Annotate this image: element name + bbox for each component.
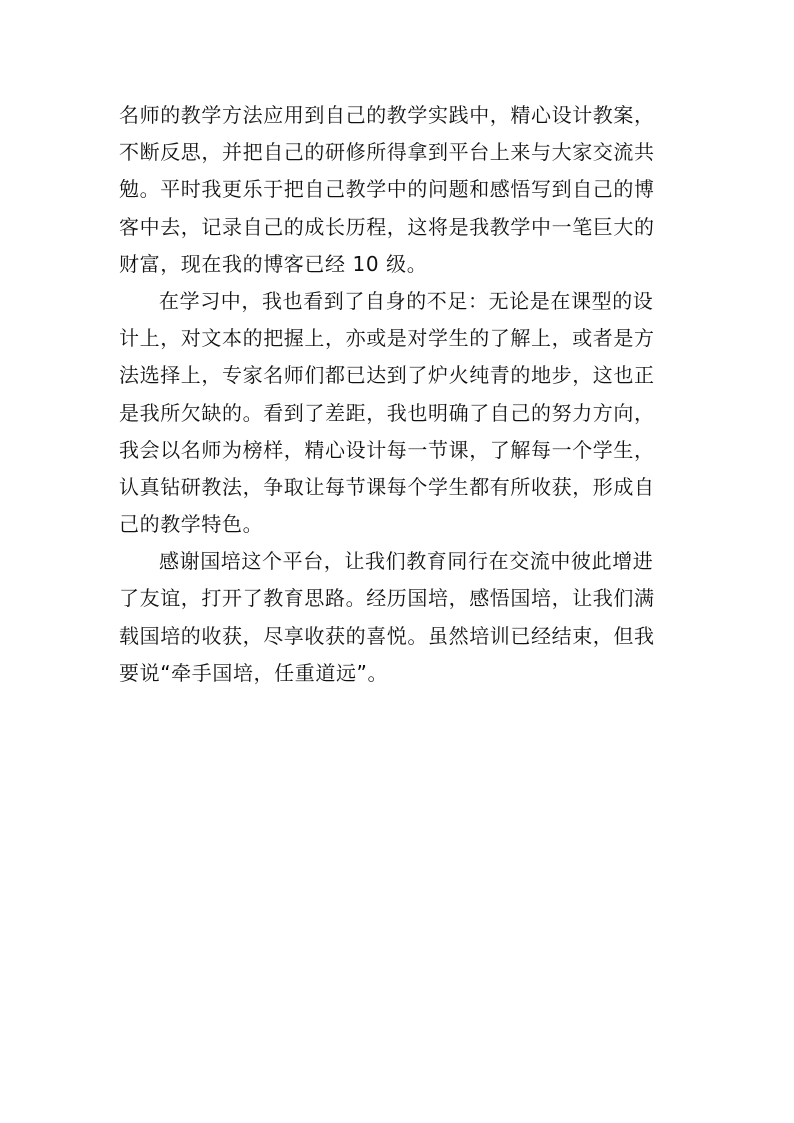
paragraph-3 <box>119 543 699 692</box>
text-line: 我会以名师为榜样，精心设计每一节课，了解每一个学生， <box>119 437 655 462</box>
text-line: 了友谊，打开了教育思路。经历国培，感悟国培，让我们满 <box>119 586 655 611</box>
document-body <box>119 97 699 692</box>
text-line: 认真钻研教法，争取让每节课每个学生都有所收获，形成自 <box>119 474 655 499</box>
paragraph-2 <box>119 283 699 543</box>
text-line: 载国培的收获，尽享收获的喜悦。虽然培训已经结束，但我 <box>119 623 655 648</box>
text-line: 法选择上，专家名师们都已达到了炉火纯青的地步，这也正 <box>119 363 655 388</box>
text-line: 客中去，记录自己的成长历程，这将是我教学中一笔巨大的 <box>119 214 655 239</box>
text-line: 要说“牵手国培，任重道远”。 <box>119 660 389 685</box>
text-line: 名师的教学方法应用到自己的教学实践中，精心设计教案， <box>119 103 655 127</box>
text-line: 是我所欠缺的。看到了差距，我也明确了自己的努力方向， <box>119 400 655 425</box>
text-line: 计上，对文本的把握上，亦或是对学生的了解上，或者是方 <box>119 326 655 351</box>
paragraph-1 <box>119 97 699 283</box>
text-line: 己的教学特色。 <box>119 512 264 537</box>
text-line: 在学习中，我也看到了自身的不足：无论是在课型的设 <box>159 288 654 313</box>
text-line: 不断反思，并把自己的研修所得拿到平台上来与大家交流共 <box>119 140 655 165</box>
text-line: 感谢国培这个平台，让我们教育同行在交流中彼此增进 <box>159 549 654 574</box>
text-line: 财富，现在我的博客已经 10 级。 <box>119 251 428 276</box>
text-line: 勉。平时我更乐于把自己教学中的问题和感悟写到自己的博 <box>119 177 655 202</box>
